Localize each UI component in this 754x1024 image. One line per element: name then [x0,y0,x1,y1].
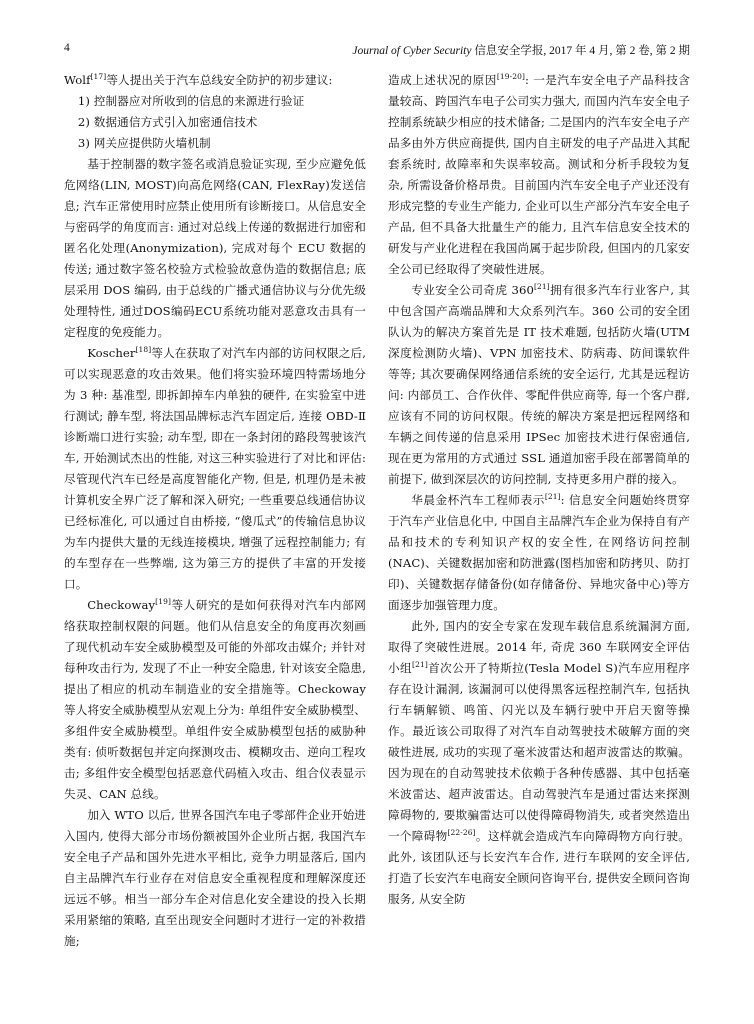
list-item: 2) 数据通信方式引入加密通信技术 [77,115,258,129]
paragraph: 基于控制器的数字签名或消息验证实现, 至少应避免低危网络(LIN, MOST)向高危网络(CAN, FlexRay)发送信息; 汽车正常使用时应禁止使用所有诊断接口。从信息安全与密码学的角度而言: 通过对总线上传递的数据进行加密和匿名化处理(Anonymization), 完成对每个 ECU 数据的传送; 通过数字签名校验方式检验故意伪造的数据信息; 底层采用 DOS 编码, 由于总线的广播式通信协议与分优先级处理特性, 通过DOS编码ECU系统功能对恶意攻击具有一定程度的免疫能力。 [64,157,366,339]
citation: [18] [135,345,152,354]
paragraph: Koscher[18]等人在获取了对汽车内部的访问权限之后, 可以实现恶意的攻击效果。他们将实验环境四特需场地分为 3 种: 基准型, 即拆卸掉车内单独的硬件, 在实验室中进行测试; 静车型, 将法国品牌标志汽车固定后, 连接 OBD-Ⅱ诊断端口进行实验; 动车型, 即在一条封闭的路段驾驶该汽车, 开始测试杰出的性能, 对这三种实验进行了对比和评估: 尽管现代汽车已经是高度智能化产物, 但是, 机理仍是未被计算机安全界广泛了解和深入研究; 一些重要总线通信协议已经标准化, 可以通过自由桥接, “傻瓜式”的传输信息协议为车内提供大量的无线连接模块, 增强了远程控制能力; 有的车型存在一些弊端, 这为第三方的提供了丰富的开发接口。 [64,345,366,591]
journal-citation [352,42,690,58]
citation: [19] [155,597,171,606]
list-item: 3) 网关应提供防火墙机制 [77,136,211,150]
paragraph: 加入 WTO 以后, 世界各国汽车电子零部件企业开始进入国内, 使得大部分市场份额被国外企业所占据, 我国汽车安全电子产品和国外先进水平相比, 竞争力明显落后, 国内自主品牌汽车行业存在对信息安全重视程度和理解深度还远远不够。相当一部分车企对信息化安全建设的投入长期采用紧缩的策略, 直至出现安全问题时才进行一定的补救措施; [64,808,366,948]
paragraph: 华晨金杯汽车工程师表示[21]: 信息安全问题始终贯穿于汽车产业信息化中, 中国自主品牌汽车企业为保持自有产品和技术的专利知识产权的安全性, 在网络访问控制(NAC)、关键数据加密和防泄露(图档加密和防拷贝、防打印)、关键数据存储备份(如存储备份、异地灾备中心)等方面逐步加强管理力度。 [388,492,690,612]
list-item: 1) 控制器应对所收到的信息的来源进行验证 [77,94,305,108]
paragraph: 造成上述状况的原因[19-20]: 一是汽车安全电子产品科技含量较高、跨国汽车电子公司实力强大, 而国内汽车安全电子控制系统缺少相应的技术储备; 二是国内的汽车安全电子产品多由外方供应商提供, 国内自主研发的电子产品进入其配套系统时, 故障率和失误率较高。测试和分析手段较为复杂, 所需设备价格昂贵。目前国内汽车安全电子产业还没有形成完整的专业生产能力, 企业可以生产部分汽车安全电子产品, 但不具备大批量生产的能力, 且汽车信息安全技术的研发与产业化进程在我国尚属于起步阶段, 但国内的几家安全公司已经取得了突破性进展。 [388,72,690,276]
citation: [19-20] [496,72,526,81]
left-column [64,70,366,952]
journal-issue: 信息安全学报, 2017 年 4 月, 第 2 卷, 第 2 期 [471,45,690,57]
page-header [64,42,690,60]
citation: [22-26] [447,828,476,837]
paragraph: 此外, 国内的安全专家在发现车载信息系统漏洞方面, 取得了突破性进展。2014 年, 奇虎 360 车联网安全评估小组[21]首次公开了特斯拉(Tesla Model S)汽车应用程序存在设计漏洞, 该漏洞可以使得黑客远程控制汽车, 包括执行车辆解锁、鸣笛、闪光以及车辆行驶中开启天窗等操作。最近该公司取得了对汽车自动驾驶技术破解方面的突破性进展, 成功的实现了毫米波雷达和超声波雷达的欺骗。因为现在的自动驾驶技术依赖于各种传感器、其中包括毫米波雷达、超声波雷达。自动驾驶汽车是通过雷达来探测障碍物的, 要欺骗雷达可以使得障碍物消失, 或者突然造出一个障碍物[22-26]。这样就会造成汽车向障碍物方向行驶。此外, 该团队还与长安汽车合作, 进行车联网的安全评估, 打造了长安汽车电商安全顾问咨询平台, 提供安全顾问咨询服务, 从安全防 [388,619,691,906]
paragraph: Wolf[17]等人提出关于汽车总线安全防护的初步建议: [64,72,333,87]
right-column [388,70,690,910]
citation: [21] [544,492,561,501]
journal-name: Journal of Cyber Security [352,45,472,57]
paragraph: Checkoway[19]等人研究的是如何获得对汽车内部网络获取控制权限的问题。他们从信息安全的角度再次刻画了现代机动车安全威胁模型及可能的外部攻击媒介; 并针对每种攻击行为, 发现了不止一种安全隐患, 针对该安全隐患, 提出了相应的机动车制造业的安全措施等。Checkoway 等人将安全威胁模型从宏观上分为: 单组件安全威胁模型、多组件安全威胁模型。单组件安全威胁模型包括的威胁种类有: 侦听数据包并定向探测攻击、模糊攻击、逆向工程攻击; 多组件安全模型包括恶意代码植入攻击、组合仪表显示失灵、CAN 总线。 [64,597,366,801]
citation: [17] [90,72,107,81]
citation: [21] [412,660,428,669]
paragraph: 专业安全公司奇虎 360[21]拥有很多汽车行业客户, 其中包含国产高端品牌和大众系列汽车。360 公司的安全团队认为的解决方案首先是 IT 技术难题, 包括防火墙(UTM 深度检测防火墙)、VPN 加密技术、防病毒、防间谍软件等等; 其次要确保网络通信系统的安全运行, 尤其是远程访问: 内部员工、合作伙伴、零配件供应商等, 每一个客户群, 应该有不同的访问权限。传统的解决方案是把远程网络和车辆之间传递的信息采用 IPSec 加密技术进行保密通信, 现在更为常用的方式通过 SSL 通道加密手段在部署简单的前提下, 做到深层次的访问控制, 支持更多用户群的接入。 [388,282,691,486]
citation: [21] [533,282,550,291]
page-number: 4 [64,42,70,54]
